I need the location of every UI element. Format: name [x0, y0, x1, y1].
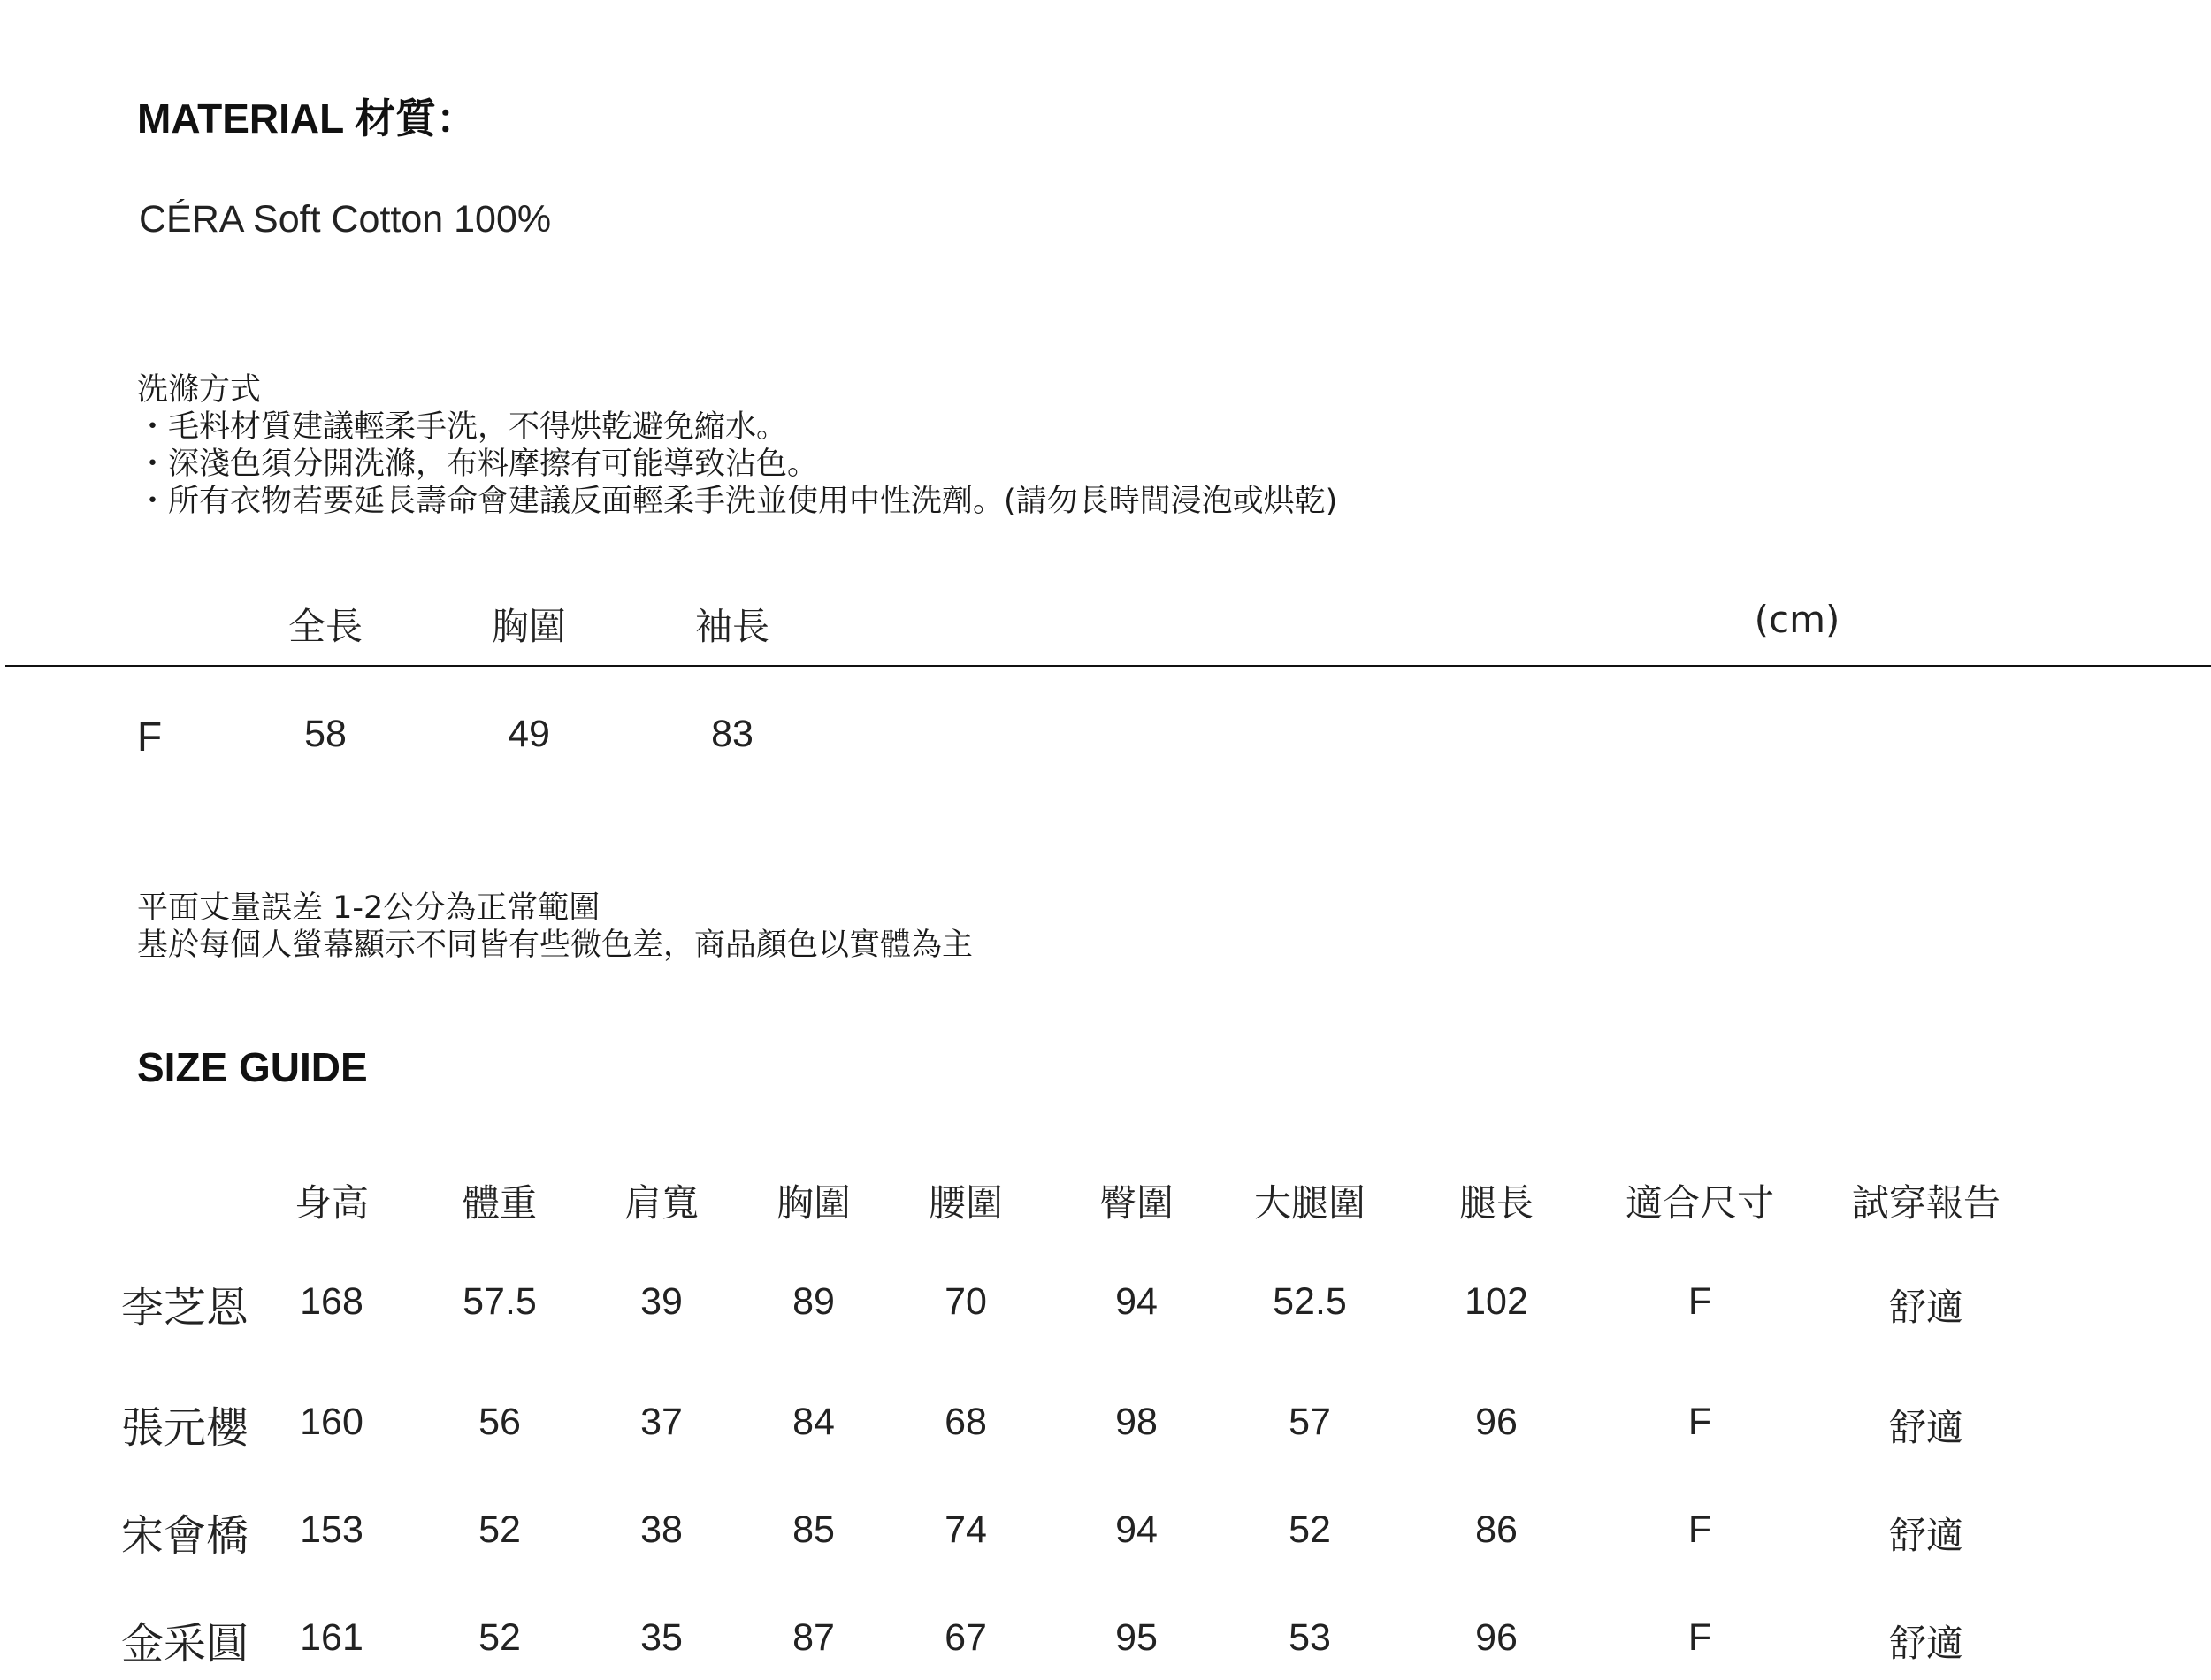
table-cell: 舒適 [1888, 1406, 1963, 1449]
table-cell: 70 [945, 1280, 987, 1323]
unit-label: (cm) [1754, 598, 1840, 641]
table-cell: 153 [300, 1508, 363, 1551]
table-cell: 89 [792, 1280, 835, 1323]
table-cell: 舒適 [1888, 1286, 1963, 1329]
table-cell: 68 [945, 1401, 987, 1443]
table-cell: 86 [1475, 1508, 1518, 1551]
table-cell: 87 [792, 1616, 835, 1659]
care-line: ・深淺色須分開洗滌，布料摩擦有可能導致沾色。 [137, 447, 819, 482]
material-title: MATERIAL 材質： [137, 95, 478, 141]
notes [137, 890, 973, 964]
table-cell: 102 [1465, 1280, 1528, 1323]
table-cell: 35 [640, 1616, 683, 1659]
care-line: ・所有衣物若要延長壽命會建議反面輕柔手洗並使用中性洗劑。(請勿長時間浸泡或烘乾) [137, 484, 1338, 519]
table-cell: 96 [1475, 1401, 1518, 1443]
guide-header: 試穿報告 [1851, 1181, 2001, 1225]
guide-header: 腿長 [1458, 1181, 1534, 1225]
table-cell: 52 [478, 1508, 521, 1551]
guide-header: 肩寬 [624, 1181, 699, 1225]
table-cell: F [1687, 1508, 1712, 1551]
table-cell: 52 [478, 1616, 521, 1659]
care-title: 洗滌方式 [137, 372, 262, 408]
material-value: CÉRA Soft Cotton 100% [139, 198, 552, 241]
measure-header: 袖長 [694, 605, 769, 648]
care-line: ・毛料材質建議輕柔手洗，不得烘乾避免縮水。 [137, 409, 788, 445]
table-cell: 168 [300, 1280, 363, 1323]
measure-header: 胸圍 [491, 605, 566, 648]
table-cell: F [1687, 1616, 1712, 1659]
table-cell: 84 [792, 1401, 835, 1443]
note-line: 平面丈量誤差 1-2公分為正常範圍 [137, 890, 601, 926]
table-cell: 57 [1289, 1401, 1331, 1443]
table-cell: 37 [640, 1401, 683, 1443]
table-cell: F [1687, 1280, 1712, 1323]
table-cell: 74 [945, 1508, 987, 1551]
care-section [137, 371, 1337, 520]
guide-header: 大腿圍 [1253, 1181, 1366, 1225]
guide-header: 臀圍 [1098, 1181, 1174, 1225]
table-cell: 56 [478, 1401, 521, 1443]
measure-header: 全長 [287, 605, 363, 648]
model-name: 張元櫻 [121, 1403, 249, 1453]
measure-value: 83 [711, 713, 754, 755]
table-cell: F [1687, 1401, 1712, 1443]
size-guide-title: SIZE GUIDE [137, 1044, 368, 1090]
table-cell: 52 [1289, 1508, 1331, 1551]
table-cell: 38 [640, 1508, 683, 1551]
measure-value: 49 [508, 713, 550, 755]
guide-header: 身高 [294, 1181, 369, 1225]
guide-header: 胸圍 [776, 1181, 851, 1225]
guide-header: 體重 [462, 1181, 537, 1225]
guide-header: 腰圍 [928, 1181, 1003, 1225]
note-line: 基於每個人螢幕顯示不同皆有些微色差，商品顏色以實體為主 [137, 928, 974, 963]
table-cell: 96 [1475, 1616, 1518, 1659]
table-cell: 53 [1289, 1616, 1331, 1659]
table-cell: 95 [1115, 1616, 1158, 1659]
size-label: F [137, 714, 163, 760]
guide-header: 適合尺寸 [1625, 1181, 1774, 1225]
table-cell: 98 [1115, 1401, 1158, 1443]
table-cell: 舒適 [1888, 1622, 1963, 1665]
table-cell: 94 [1115, 1508, 1158, 1551]
measure-value: 58 [304, 713, 347, 755]
table-cell: 160 [300, 1401, 363, 1443]
table-cell: 39 [640, 1280, 683, 1323]
table-cell: 161 [300, 1616, 363, 1659]
table-cell: 85 [792, 1508, 835, 1551]
table-cell: 67 [945, 1616, 987, 1659]
table-divider [5, 665, 2211, 667]
model-name: 李芝恩 [121, 1283, 249, 1333]
model-name: 宋會橋 [121, 1511, 249, 1561]
table-cell: 舒適 [1888, 1514, 1963, 1557]
model-name: 金采圓 [121, 1619, 249, 1669]
table-cell: 94 [1115, 1280, 1158, 1323]
table-cell: 57.5 [463, 1280, 537, 1323]
table-cell: 52.5 [1273, 1280, 1347, 1323]
